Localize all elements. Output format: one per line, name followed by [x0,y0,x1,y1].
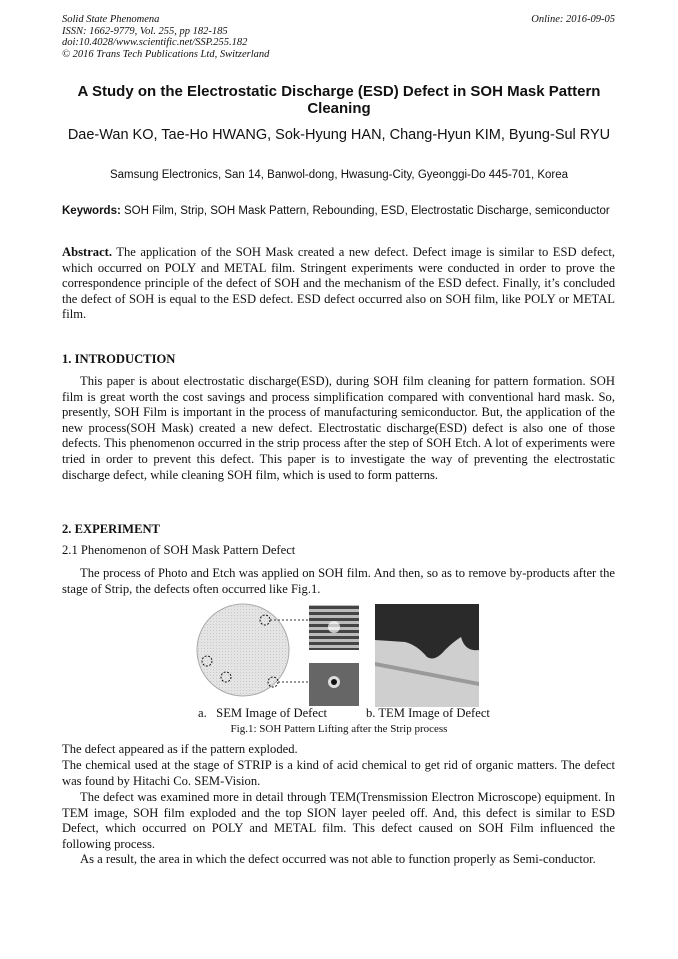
subsection-heading: 2.1 Phenomenon of SOH Mask Pattern Defect [62,543,296,557]
sem-wafer-image [197,604,309,696]
paragraph-result: As a result, the area in which the defect occurred was not able to function properly as Semi-conductor. [80,852,596,866]
affiliation: Samsung Electronics, San 14, Banwol-dong, Hwasung-City, Gyeonggi-Do 445-701, Korea [109,169,569,181]
intro-paragraph: This paper is about electrostatic discharge(ESD), during SOH film cleaning for pattern formation. SOH film is great worth the cost savings and process simplification compared with conventional hard mask. So, presently, SOH Film is important in the process of manufacturing semiconductor. But, the application of the new process(SOH Mask) created a new defect. Electrostatic discharge(ESD) defect is also one of those defects. This phenomenon occurred in the strip process after the step of SOH Etch. A lot of experiments were tried in order to prevent this defect. This paper is to investigate the way of preventing the electrostatic discharge defect, while cleaning SOH film, which is used to form patterns. [62,374,615,482]
paragraph-tem: The defect was examined more in detail through TEM(Trensmission Electron Microscope) equipment. In TEM image, SOH film exploded and the top SION layer peeled off. And, this defect is similar to ESD Defect, which occurred on POLY and METAL film. This defect caused on SOH Film influenced the following process. [62,790,615,851]
paper-title: A Study on the Electrostatic Discharge (ESD) Defect in SOH Mask Pattern Cleaning [77,83,601,117]
figure-1 [195,600,480,708]
paragraph-photo-etch: The process of Photo and Etch was applied on SOH film. And then, so as to remove by-products after the stage of Strip, the defects often occurred like Fig.1. [62,566,615,596]
section-heading-experiment: 2. EXPERIMENT [62,522,160,536]
figure-caption-b: b. TEM Image of Defect [366,706,490,720]
keywords-label: Keywords: [62,205,121,217]
abstract-label: Abstract. [62,245,113,259]
keywords [62,204,615,219]
authors: Dae-Wan KO, Tae-Ho HWANG, Sok-Hyung HAN, Chang-Hyun KIM, Byung-Sul RYU [67,127,611,143]
figure-caption: Fig.1: SOH Pattern Lifting after the Strip process [230,723,448,735]
abstract [62,245,615,323]
section-heading-introduction: 1. INTRODUCTION [62,352,176,366]
journal-name: Solid State Phenomena [62,14,160,25]
issn: ISSN: 1662-9779, Vol. 255, pp 182-185 [62,25,228,37]
tem-image [375,604,479,707]
copyright: © 2016 Trans Tech Publications Ltd, Switzerland [62,48,270,60]
figure-caption-a: a. SEM Image of Defect [198,706,328,720]
abstract-text: The application of the SOH Mask created a new defect. Defect image is similar to ESD defect, which occurred on POLY and METAL film. Stringent experiments were conducted in order to prove the correspondence principle of the defect of SOH and the mechanism of the ESD defect. Finally, it’s concluded the defect of SOH is equal to the ESD defect. ESD defect occurred also on SOH film, like POLY or METAL film. [62,245,615,322]
keywords-text: SOH Film, Strip, SOH Mask Pattern, Rebounding, ESD, Electrostatic Discharge, semiconductor [120,205,610,217]
online-date: Online: 2016-09-05 [531,14,615,25]
paragraph-chemical: The chemical used at the stage of STRIP is a kind of acid chemical to get rid of organic matters. The defect was found by Hitachi Co. SEM-Vision. [62,758,615,788]
doi: doi:10.4028/www.scientific.net/SSP.255.182 [62,37,248,48]
paragraph-exploded: The defect appeared as if the pattern exploded. [62,742,298,756]
journal-header [62,14,269,60]
